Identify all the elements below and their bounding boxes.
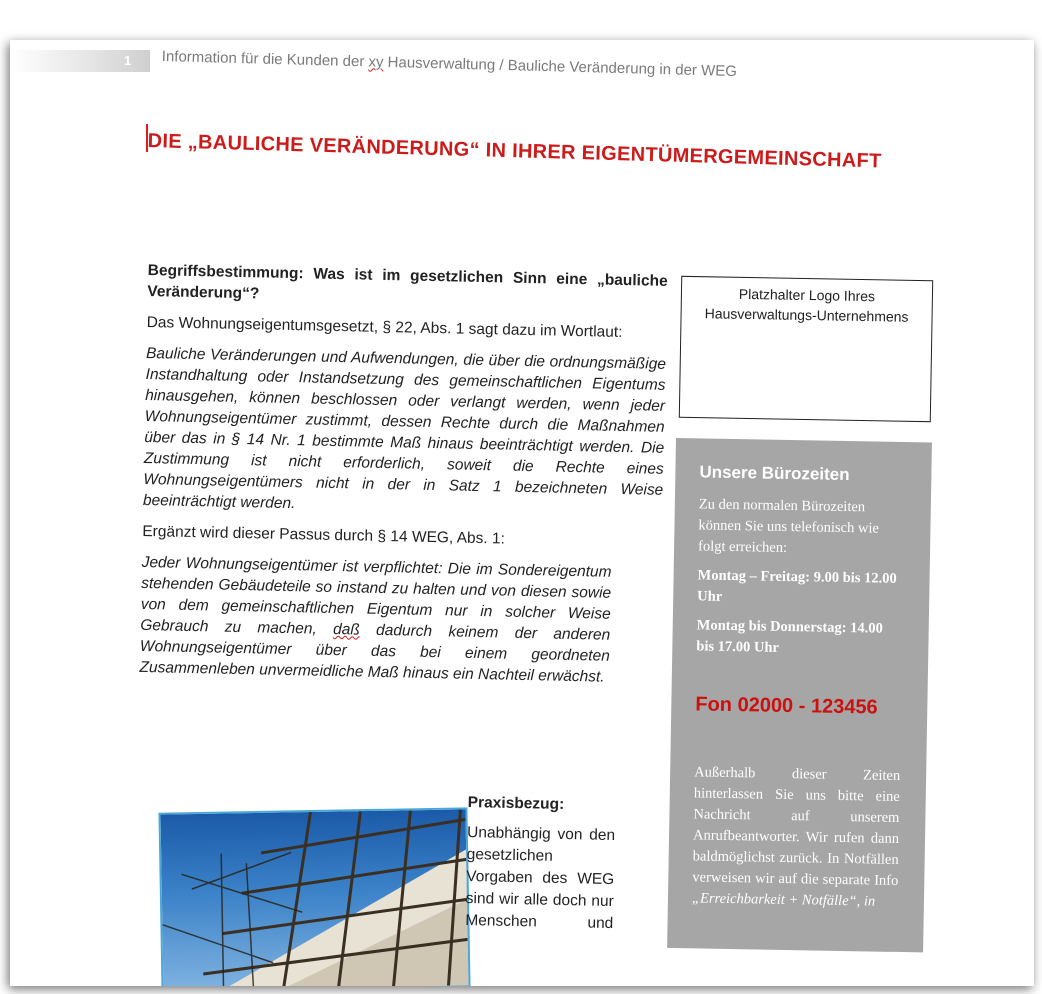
intro-paragraph: Das Wohnungseigentumsgesetzt, § 22, Abs. 1 sagt dazu im Wortlaut: [146, 313, 623, 341]
praxis-text: Unabhängig von den gesetzlichen Vorgaben des WEG sind wir alle doch nur Menschen und [465, 823, 616, 933]
main-text-column [139, 260, 668, 699]
logo-placeholder: Platzhalter Logo Ihres Hausverwaltungs-Unternehmens [679, 276, 933, 422]
header-spell-word: xy [368, 53, 384, 71]
after-hours-body: Außerhalb dieser Zeiten hinterlassen Sie uns bitte eine Nachricht auf unserem Anrufbeantworter. Wir rufen dann baldmöglichst zurück. In Notfällen verweisen wir auf die separate Info [692, 764, 901, 889]
law-quote-22: Bauliche Veränderungen und Aufwendungen, die über die ordnungsmäßige Instandhaltung oder Instandsetzung des gemeinschaftlichen Eigentums hinausgehen, können beschlossen oder verlangt werden, wenn jeder Wohnungseigentümer zustimmt, dessen Rechte durch die Maßnahmen über das in § 14 Nr. 1 bestimmte Maß hinaus beeinträchtigt werden. Die Zustimmung ist nicht erforderlich, soweit die Rechte eines Wohnungseigentümers nicht in der in Satz 1 bezeichneten Weise beeinträchtigt werden. [142, 344, 667, 513]
page-number: 1 [124, 53, 132, 68]
quote2-spell-word: daß [332, 620, 360, 639]
office-hours-weekdays: Montag – Freitag: 9.00 bis 12.00 Uhr [697, 567, 897, 605]
document-page [10, 40, 1034, 986]
addition-paragraph: Ergänzt wird dieser Passus durch § 14 WEG, Abs. 1: [142, 522, 506, 548]
office-hours-sidebar [667, 438, 932, 952]
phone-number: Fon 02000 - 123456 [695, 693, 878, 719]
office-hours-title: Unsere Bürozeiten [699, 462, 850, 485]
header-text-start: Information für die Kunden der [161, 48, 369, 71]
document-title: DIE „BAULICHE VERÄNDERUNG“ IN IHRER EIGENTÜMERGEMEINSCHAFT [147, 130, 882, 173]
praxis-section [465, 792, 616, 935]
definition-heading: Begriffsbestimmung: Was ist im gesetzlichen Sinn eine „bauliche Veränderung“? [147, 261, 668, 303]
quote2-start: Jeder Wohnungseigentümer ist verpflichtet: Die im Sondereigentum stehenden Gebäudeteile so instand zu halten und von diesen sowie von dem gemeinschaftlichen Eigentum nur in solcher Weise Gebrauch zu machen, [140, 553, 612, 638]
office-hours-afternoon: Montag bis Donnerstag: 14.00 bis 17.00 Uhr [696, 617, 883, 656]
praxis-heading: Praxisbezug: [467, 793, 565, 814]
scaffolding-photo [158, 807, 470, 986]
quote2-end: dadurch keinem der anderen Wohnungseigentümer über das bei einem geordneten Zusammenleben unvermeidliche Maß hinaus ein Nachteil erwächst. [139, 621, 611, 686]
office-hours-intro: Zu den normalen Bürozeiten können Sie uns telefonisch wie folgt erreichen: [697, 496, 880, 556]
after-hours-text [692, 762, 901, 913]
running-header [162, 48, 738, 80]
after-hours-italic: „Erreichbarkeit + Notfälle“, in [691, 890, 876, 910]
header-text-end: Hausverwaltung / Bauliche Veränderung in der WEG [383, 53, 738, 81]
scaffolding-illustration [160, 809, 468, 986]
law-quote-14 [139, 552, 612, 688]
